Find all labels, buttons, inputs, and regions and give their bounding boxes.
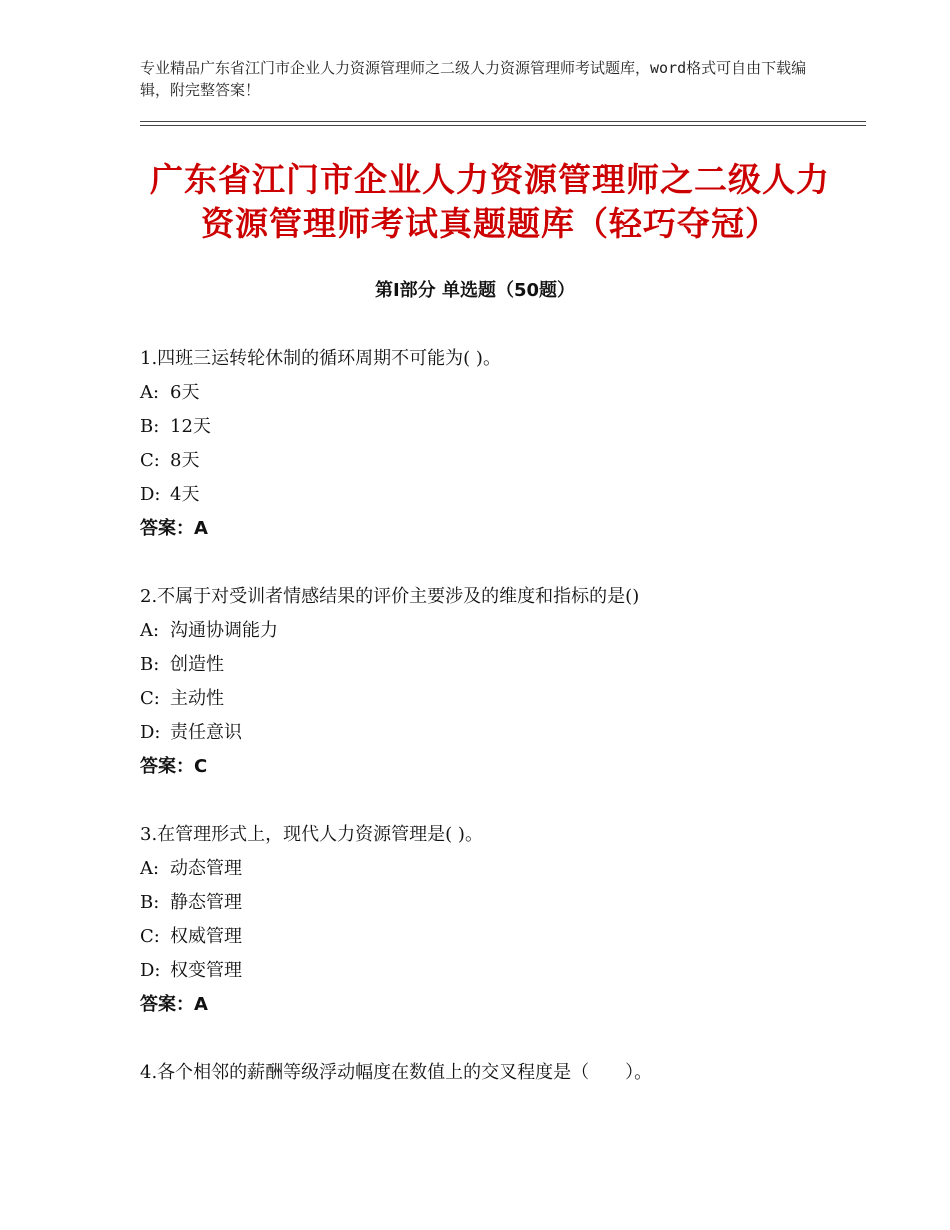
- answer: 答案：A: [140, 518, 208, 539]
- option-c: [140, 920, 860, 954]
- answer: 答案：A: [140, 994, 208, 1015]
- option-b: [140, 410, 860, 444]
- option-text: 动态管理: [170, 858, 242, 879]
- document-title: 广东省江门市企业人力资源管理师之二级人力资源管理师考试真题题库（轻巧夺冠）: [150, 160, 830, 243]
- option-a: [140, 614, 860, 648]
- option-b: [140, 886, 860, 920]
- section-title: 第Ⅰ部分 单选题（50题）: [374, 280, 575, 301]
- question-stem: 2.不属于对受训者情感结果的评价主要涉及的维度和指标的是(): [140, 586, 640, 607]
- option-label: A:: [140, 858, 160, 879]
- option-label: D:: [140, 722, 161, 743]
- option-text: 权威管理: [170, 926, 242, 947]
- option-label: A:: [140, 620, 160, 641]
- option-label: B:: [140, 892, 160, 913]
- question-stem: 3.在管理形式上，现代人力资源管理是( )。: [140, 824, 483, 845]
- option-text: 主动性: [170, 688, 224, 709]
- option-text: 6天: [170, 382, 200, 403]
- question-4: [140, 1056, 860, 1090]
- option-text: 12天: [170, 416, 211, 437]
- option-c: [140, 444, 860, 478]
- option-text: 权变管理: [170, 960, 242, 981]
- option-label: C:: [140, 926, 160, 947]
- option-a: [140, 376, 860, 410]
- question-2: [140, 580, 860, 784]
- option-label: B:: [140, 416, 160, 437]
- option-text: 沟通协调能力: [170, 620, 278, 641]
- option-d: [140, 716, 860, 750]
- option-label: C:: [140, 450, 160, 471]
- option-text: 责任意识: [170, 722, 242, 743]
- question-3: [140, 818, 860, 1022]
- question-stem: 1.四班三运转轮休制的循环周期不可能为( )。: [140, 348, 501, 369]
- answer: 答案：C: [140, 756, 208, 777]
- question-1: [140, 342, 860, 546]
- option-a: [140, 852, 860, 886]
- option-d: [140, 478, 860, 512]
- option-label: A:: [140, 382, 160, 403]
- option-text: 8天: [170, 450, 200, 471]
- option-text: 静态管理: [170, 892, 242, 913]
- option-label: C:: [140, 688, 160, 709]
- option-label: B:: [140, 654, 160, 675]
- option-label: D:: [140, 484, 161, 505]
- header-note: 专业精品广东省江门市企业人力资源管理师之二级人力资源管理师考试题库，word格式可自由下载编辑，附完整答案！: [140, 59, 807, 99]
- question-list: [140, 342, 860, 1124]
- header-rule-bottom: [140, 125, 866, 126]
- header-rule-top: [140, 121, 866, 122]
- option-b: [140, 648, 860, 682]
- question-stem: 4.各个相邻的薪酬等级浮动幅度在数值上的交叉程度是（ ）。: [140, 1062, 653, 1083]
- option-d: [140, 954, 860, 988]
- option-label: D:: [140, 960, 161, 981]
- option-c: [140, 682, 860, 716]
- option-text: 4天: [170, 484, 200, 505]
- option-text: 创造性: [170, 654, 224, 675]
